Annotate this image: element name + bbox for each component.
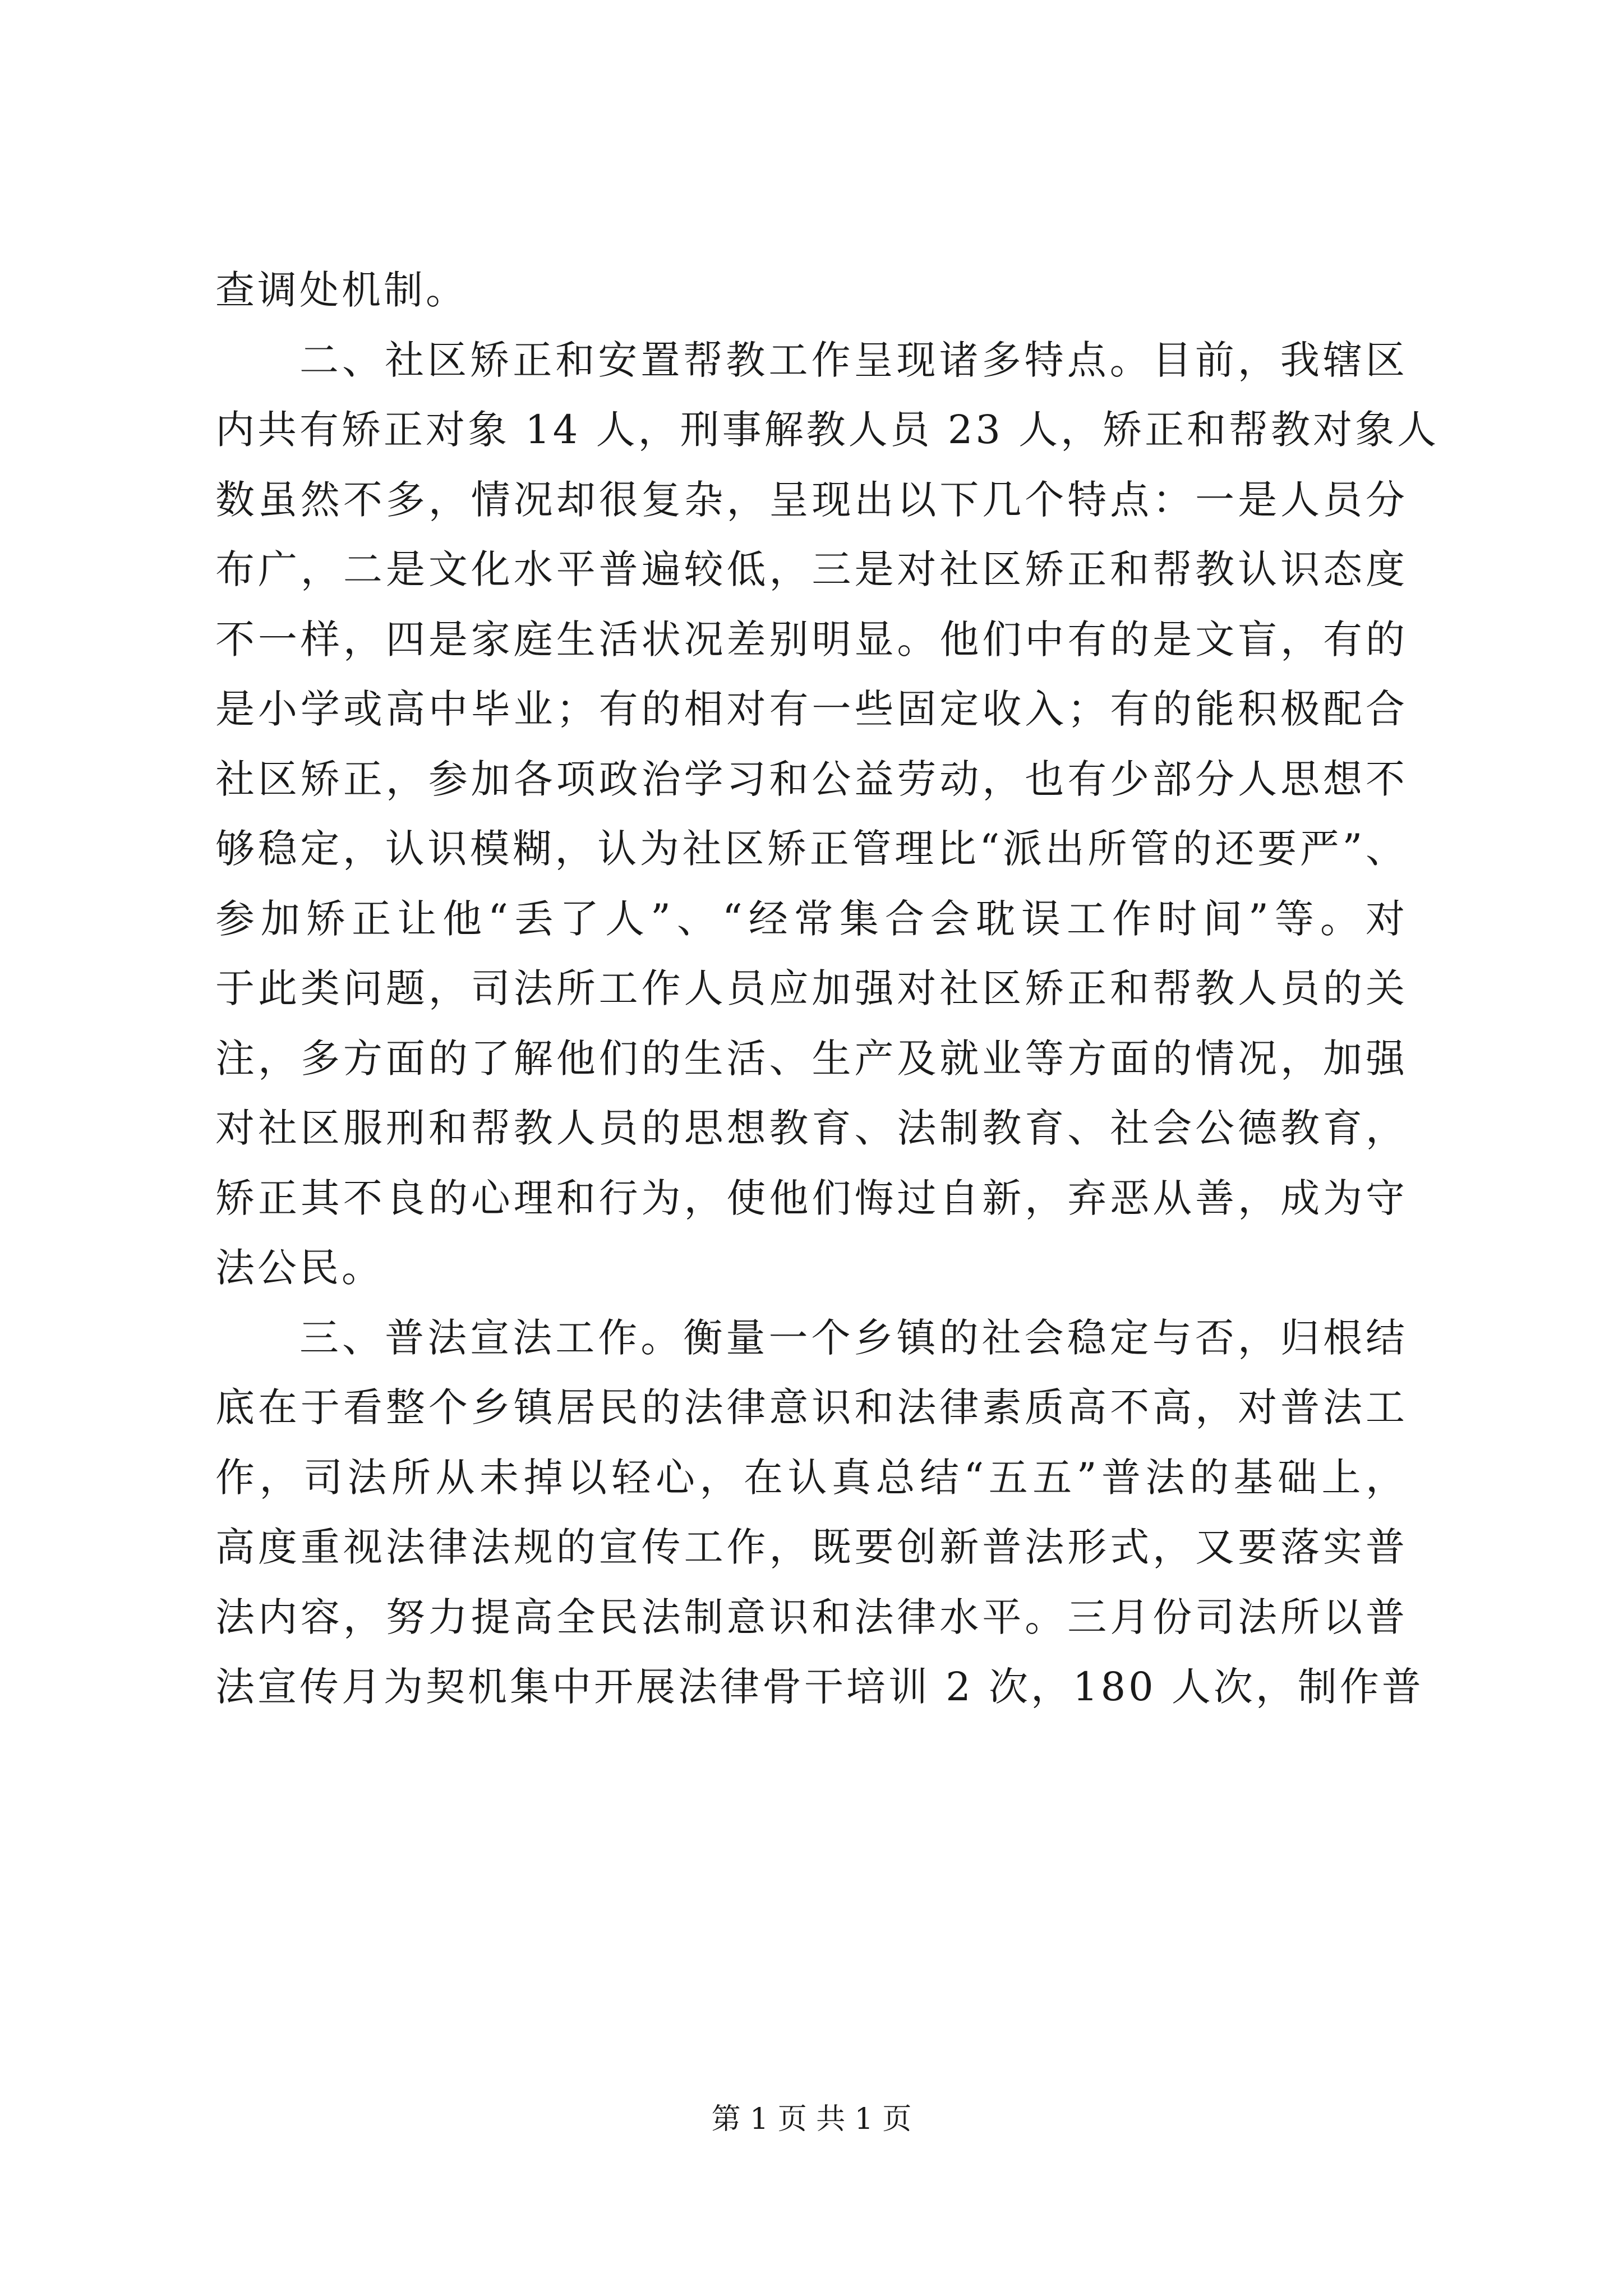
text-line: 法内容，努力提高全民法制意识和法律水平。三月份司法所以普 [215, 1594, 1408, 1640]
text-line: 矫正其不良的心理和行为，使他们悔过自新，弃恶从善，成为守 [215, 1175, 1408, 1221]
text-line: 法公民。 [215, 1245, 384, 1291]
text-line: 够稳定，认识模糊，认为社区矫正管理比“派出所管的还要严”、 [215, 826, 1408, 872]
text-line: 底在于看整个乡镇居民的法律意识和法律素质高不高，对普法工 [215, 1384, 1408, 1430]
text-line: 注，多方面的了解他们的生活、生产及就业等方面的情况，加强 [215, 1035, 1408, 1082]
text-line: 内共有矫正对象 14 人，刑事解教人员 23 人，矫正和帮教对象人 [215, 407, 1440, 453]
document-body [215, 255, 1440, 1722]
text-line: 不一样，四是家庭生活状况差别明显。他们中有的是文盲，有的 [215, 616, 1408, 662]
text-line: 社区矫正，参加各项政治学习和公益劳动，也有少部分人思想不 [215, 756, 1408, 802]
text-line: 对社区服刑和帮教人员的思想教育、法制教育、社会公德教育， [215, 1105, 1408, 1151]
text-line: 布广，二是文化水平普遍较低，三是对社区矫正和帮教认识态度 [215, 546, 1408, 592]
text-line: 三、普法宣法工作。衡量一个乡镇的社会稳定与否，归根结 [299, 1314, 1408, 1361]
page-number-label: 第 1 页 共 1 页 [711, 2102, 912, 2136]
text-line: 法宣传月为契机集中开展法律骨干培训 2 次，180 人次，制作普 [215, 1664, 1424, 1710]
text-line: 是小学或高中毕业；有的相对有一些固定收入；有的能积极配合 [215, 686, 1408, 732]
text-line: 查调处机制。 [215, 267, 468, 313]
text-line: 于此类问题，司法所工作人员应加强对社区矫正和帮教人员的关 [215, 965, 1408, 1011]
text-line: 作，司法所从未掉以轻心，在认真总结“五五”普法的基础上， [215, 1454, 1408, 1501]
page-footer [0, 2095, 1623, 2137]
text-line: 高度重视法律法规的宣传工作，既要创新普法形式，又要落实普 [215, 1524, 1408, 1570]
text-line: 数虽然不多，情况却很复杂，呈现出以下几个特点：一是人员分 [215, 476, 1408, 523]
text-line: 参加矫正让他“丢了人”、“经常集合会耽误工作时间”等。对 [215, 895, 1408, 942]
text-line: 二、社区矫正和安置帮教工作呈现诸多特点。目前，我辖区 [299, 337, 1408, 383]
